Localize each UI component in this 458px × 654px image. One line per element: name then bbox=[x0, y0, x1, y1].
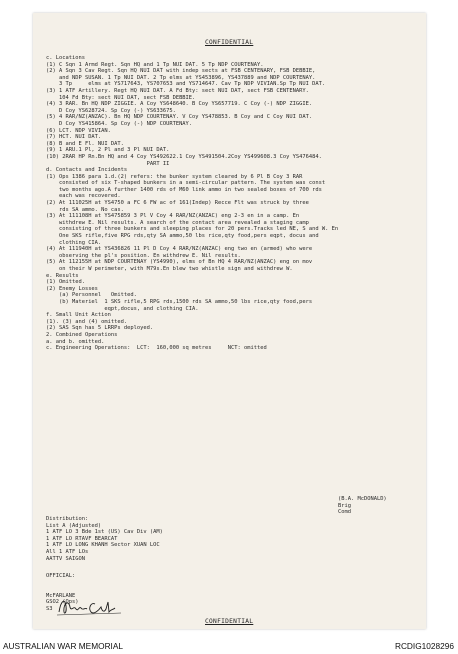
text-line: (1) Omitted. bbox=[46, 279, 85, 286]
text-line: (1). (3) and (4) omitted. bbox=[46, 318, 128, 325]
text-line: (9) 1 ARU.1 Pl, 2 Pl and 3 Pl NUI DAT. bbox=[46, 147, 170, 154]
text-line: (B.A. McDONALD) bbox=[338, 496, 387, 502]
text-line: 2. Combined Operations bbox=[46, 331, 118, 338]
text-line: McFARLANE bbox=[46, 592, 76, 599]
document-page bbox=[33, 13, 426, 629]
text-line: PART II bbox=[46, 160, 170, 167]
text-line: (1) C Sqn 1 Armd Regt. Sqn HQ and 1 Tp NUI DAT. 5 Tp NDP COURTENAY. bbox=[46, 61, 264, 68]
text-line: List A (Adjusted) bbox=[46, 522, 102, 529]
text-line: (7) HCT. NUI DAT. bbox=[46, 134, 102, 141]
text-line: clothing CIA. bbox=[46, 239, 102, 246]
text-line: rds SA ammo. No cas. bbox=[46, 206, 124, 213]
text-line: (6) LCT. NDP VIVIAN. bbox=[46, 127, 111, 134]
text-line: (2) SAS Sqn has 5 LRRPs deployed. bbox=[46, 325, 154, 332]
footer-record-id: RCDIG1028296 bbox=[394, 641, 454, 651]
text-line: observing the pl's position. En withdrew E. Nil results. bbox=[46, 252, 241, 259]
text-line: (10) 2RAR HP Rn.Bn HQ and 4 Coy YS492622.1 Coy YS491504.2Coy YS499608.3 Coy YS476484. bbox=[46, 153, 322, 160]
text-line: (3) 1 ATF Artillery. Regt HQ NUI DAT. A Fd Bty: sect NUI DAT, sect FSB CENTENARY. bbox=[46, 87, 309, 94]
text-line: (4) At 111940H at YS436826 11 Pl D Coy 4 RAR/NZ(ANZAC) eng two en (armed) who were bbox=[46, 246, 313, 253]
text-line: 3 Tp elms at YS717643, YS707653 and YS714647. Cav Tp NDP VIVIAN.Sp Tp NUI DAT. bbox=[46, 81, 326, 88]
footer-archive-name: AUSTRALIAN WAR MEMORIAL bbox=[3, 641, 124, 651]
text-line: e. Results bbox=[46, 272, 79, 279]
text-line: c. Locations bbox=[46, 55, 85, 61]
text-line: (5) At 112155H at NDP COURTENAY (YS4990), elms of Bn HQ 4 RAR/NZ(ANZAC) eng on mov bbox=[46, 259, 313, 266]
text-line: c. Engineering Operations: LCT: 160,000 sq metres NCT: omitted bbox=[46, 345, 267, 352]
text-line: (2) At 111025H at YS4750 a FC 6 FW ac of 161(Indep) Recce Flt was struck by three bbox=[46, 200, 309, 207]
text-line: AATTV SAIGON bbox=[46, 555, 85, 562]
text-line: a. and b. omitted. bbox=[46, 338, 105, 345]
document-body-text bbox=[46, 55, 338, 352]
text-line: (a) Personnel Omitted. bbox=[46, 292, 137, 299]
handwritten-signature bbox=[55, 592, 127, 620]
text-line: two months ago.A further 1400 rds of M60 link ammo in two sealed boxes of 700 rds bbox=[46, 186, 322, 193]
text-line: (b) Materiel 1 SKS rifle,5 RPG rds,1500 rds SA ammo,50 lbs rice,qty food,pers bbox=[46, 298, 313, 305]
signatory-block bbox=[338, 496, 387, 516]
distribution-list bbox=[46, 516, 163, 562]
text-line: OFFICIAL: bbox=[46, 573, 76, 579]
text-line: f. Small Unit Action bbox=[46, 312, 111, 319]
text-line: 1 ATF LO LONG KHANH Sector XUAN LOC bbox=[46, 542, 160, 549]
text-line: withdrew E. Nil results. A search of the contact area revealed a staging camp bbox=[46, 219, 309, 226]
text-line: (2) Enemy Losses bbox=[46, 285, 98, 292]
classification-top: CONFIDENTIAL bbox=[205, 39, 254, 46]
text-line: consisted of six T-shaped bunkers in a semi-circular pattern. The system was const bbox=[46, 180, 326, 187]
text-line: d. Contacts and Incidents bbox=[46, 167, 128, 174]
text-line: Distribution: bbox=[46, 516, 89, 522]
text-line: eqpt,docus, and clothing CIA. bbox=[46, 305, 199, 312]
text-line: 1 ATF LO RTAVF BEARCAT bbox=[46, 535, 118, 542]
classification-bottom: CONFIDENTIAL bbox=[205, 618, 254, 625]
text-line: each was recovered. bbox=[46, 193, 121, 200]
text-line: D Coy YS628724. Sp Coy (-) YS633675. bbox=[46, 107, 176, 114]
text-line: All 1 ATF LOs bbox=[46, 548, 89, 555]
text-line: on their W perimeter, with M79s.En blew two whistle sign and withdrew W. bbox=[46, 266, 293, 272]
text-line: (4) 3 RAR. Bn HQ NDP ZIGGIE. A Coy YS648640. B Coy YS657719. C Coy (-) NDP ZIGGIE. bbox=[46, 101, 313, 108]
text-line: 1 ATF LO 3 Bde 1st (US) Cav Div (AM) bbox=[46, 529, 163, 536]
text-line: (2) A Sqn 3 Cav Regt. Sqn HQ NUI DAT with indep sects at FSB CENTENARY, FSB DEBBIE, bbox=[46, 68, 316, 75]
text-line: Comd bbox=[338, 509, 351, 516]
text-line: consisting of three bunkers and sleeping places for 20 pers.Tracks led NE, S and W. En bbox=[46, 226, 339, 233]
text-line: (3) At 111108H at YS475859 3 Pl V Coy 4 RAR/NZ(ANZAC) eng 2-3 en in a camp. En bbox=[46, 213, 300, 220]
text-line: (5) 4 RAR/NZ(ANZAC). Bn HQ NDP COURTENAY. V Coy YS478853. B Coy and C Coy NUI DAT. bbox=[46, 114, 313, 121]
text-line: D Coy YS415864. Sp Coy (-) NDP COURTENAY. bbox=[46, 120, 193, 127]
text-line: and NDP SUSAN. 1 Tp NUI DAT. 2 Tp elms at YS453896, YS437889 and NDP COURTENAY. bbox=[46, 74, 316, 81]
text-line: GSO2 (Ops) bbox=[46, 599, 79, 606]
text-line bbox=[46, 580, 78, 587]
text-line: S3 bbox=[46, 605, 53, 612]
text-line: (1) Ops 1386 para 1.d.(2) refers: the bunker system cleared by 6 Pl B Coy 3 RAR bbox=[46, 173, 303, 180]
text-line: One SKS rifle,five RPG rds,qty SA ammo,50 lbs rice,qty food,pers eqpt, docus and bbox=[46, 233, 319, 240]
text-line: (8) B and E Fl. NUI DAT. bbox=[46, 140, 124, 147]
text-line: 104 Fd Bty: sect NUI DAT, sect FSB DEBBIE. bbox=[46, 94, 196, 101]
text-line: Brig bbox=[338, 502, 351, 509]
